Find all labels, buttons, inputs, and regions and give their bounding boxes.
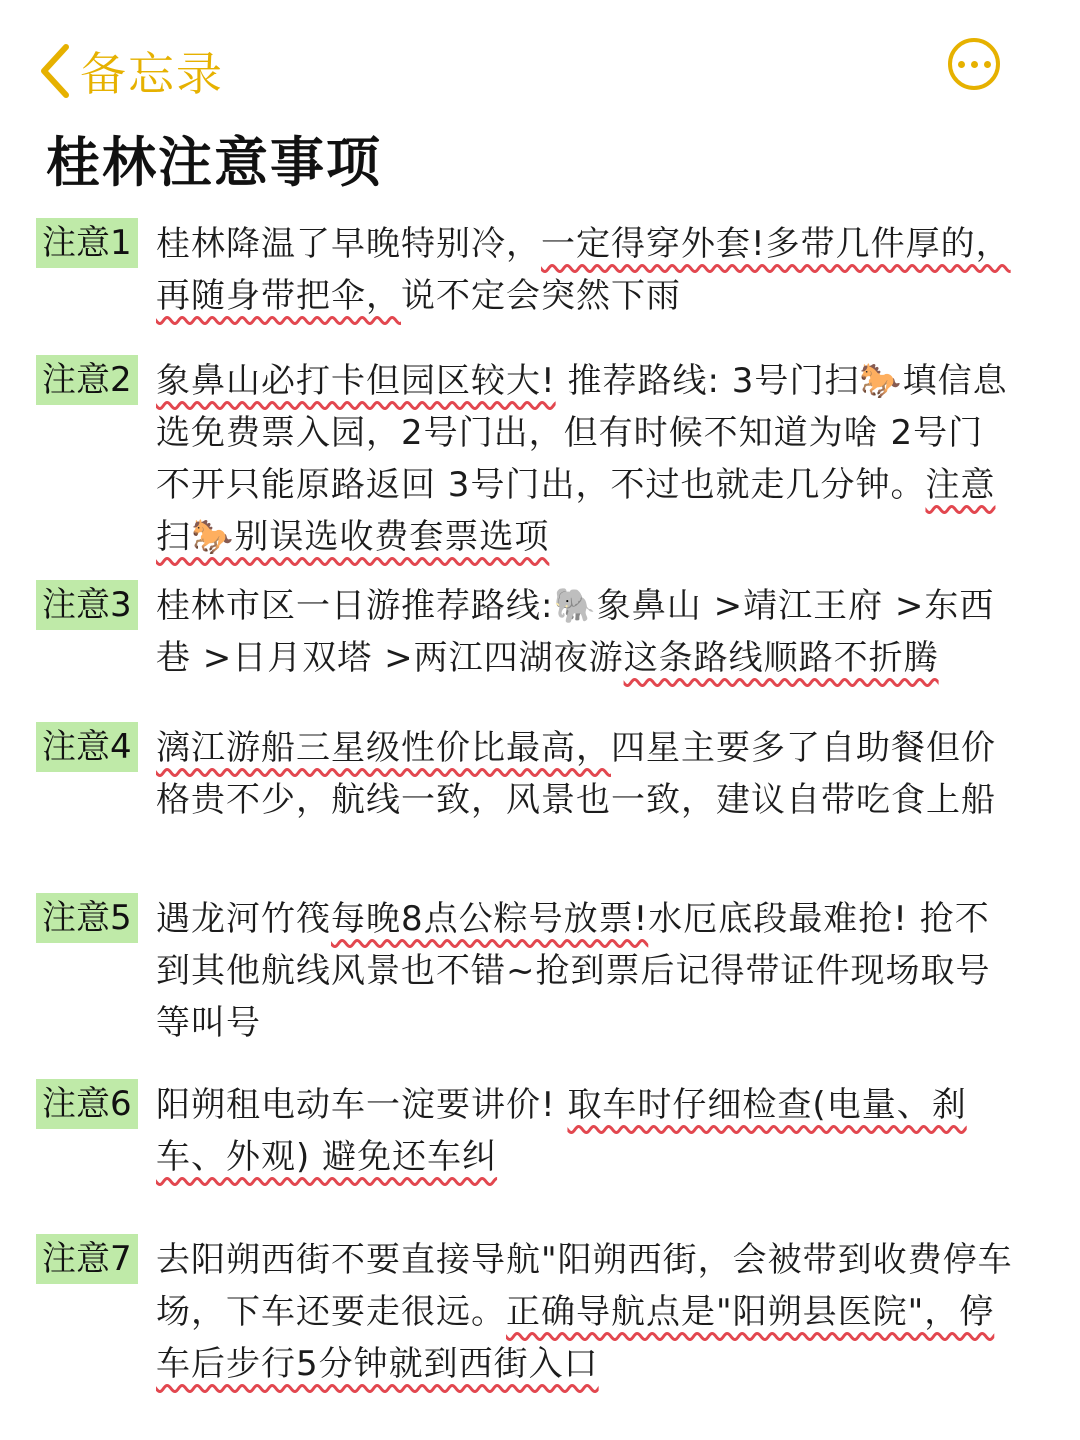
note-tag: 注意5: [36, 893, 138, 943]
more-icon[interactable]: [948, 38, 1000, 90]
chevron-left-icon: [36, 41, 72, 101]
highlighted-text: 象鼻山必打卡但园区较大!: [156, 361, 556, 401]
note-tag: 注意7: [36, 1234, 138, 1284]
note-body: [156, 1079, 1016, 1183]
highlighted-text: 正确导航点是"阳朔县医院"，停车后步行5分钟就到西街入口: [156, 1292, 995, 1384]
note-text: 说不定会突然下雨: [401, 276, 681, 316]
highlighted-text: 一定得穿外套!多带几件厚的，再随身带把伞，: [156, 224, 1011, 316]
highlighted-text: 这条路线顺路不折腾: [623, 638, 939, 678]
note-body: [156, 722, 1016, 826]
note-text: 四星主要多了自助餐但价格贵不少，航线一致，风景也一致，建议自带吃食上船: [156, 728, 996, 820]
highlighted-text: 取车时仔细检查(电量、刹车、外观) 避免还车纠: [156, 1085, 967, 1177]
back-label: 备忘录: [80, 47, 224, 101]
note-text: 遇龙河竹筏: [156, 899, 331, 939]
note-text: 桂林市区一日游推荐路线:🐘象鼻山 >靖江王府 >东西巷 >日月双塔 >两江四湖夜游: [156, 586, 995, 678]
back-button[interactable]: [36, 38, 224, 104]
note-text: 水厄底段最难抢! 抢不到其他航线风景也不错~抢到票后记得带证件现场取号等叫号: [156, 899, 991, 1043]
highlighted-text: 注意扫🐎别误选收费套票选项: [156, 465, 996, 557]
note-tag: 注意6: [36, 1079, 138, 1129]
note-text: 去阳朔西街不要直接导航"阳朔西街，会被带到收费停车场，下车还要走很远。: [156, 1240, 1013, 1332]
note-tag: 注意3: [36, 580, 138, 630]
note-body: [156, 1234, 1016, 1390]
note-text: 桂林降温了早晚特别冷，: [156, 224, 541, 264]
note-body: [156, 893, 1016, 1049]
note-tag: 注意2: [36, 355, 138, 405]
note-body: [156, 355, 1016, 563]
nav-bar: [0, 30, 1080, 110]
highlighted-text: 漓江游船三星级性价比最高，: [156, 728, 611, 768]
note-text: 阳朔租电动车一淀要讲价!: [156, 1085, 568, 1125]
note-body: [156, 218, 1016, 322]
page-title: 桂林注意事项: [46, 131, 382, 194]
note-tag: 注意1: [36, 218, 138, 268]
note-text: 推荐路线: 3号门扫🐎填信息选免费票入园，2号门出，但有时候不知道为啥 2号门不开只能原路返回 3号门出，不过也就走几分钟。: [156, 361, 1008, 505]
note-body: [156, 580, 1016, 684]
note-tag: 注意4: [36, 722, 138, 772]
highlighted-text: 每晚8点公粽号放票!: [331, 899, 649, 939]
